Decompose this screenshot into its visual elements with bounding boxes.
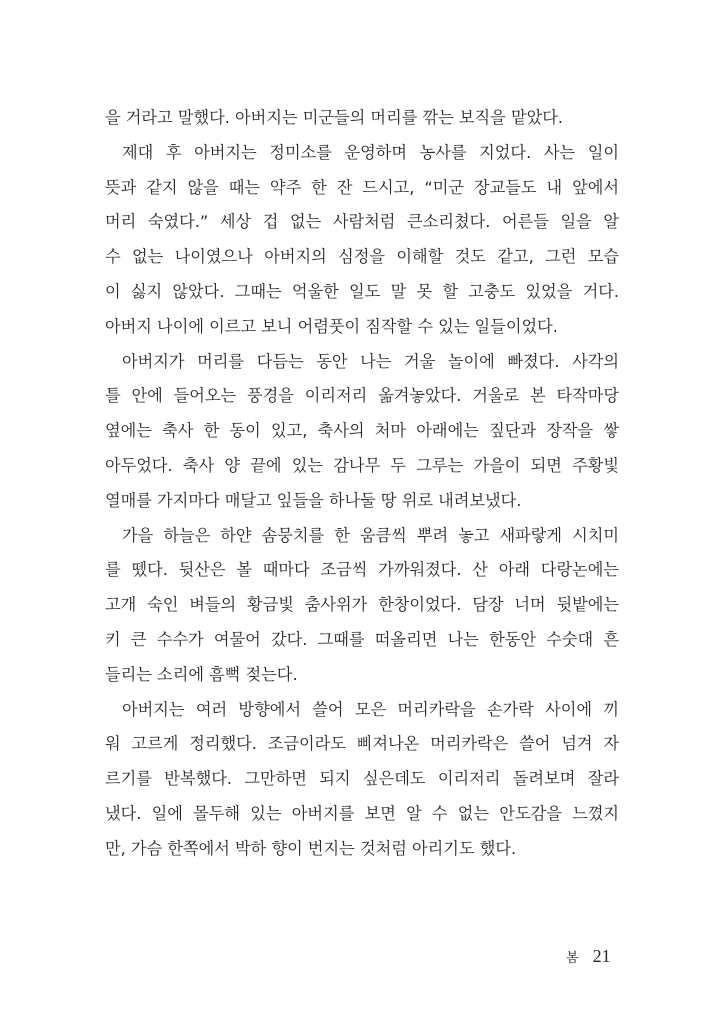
- text-line: 틀 안에 들어오는 풍경을 이리저리 옮겨놓았다. 거울로 본 타작마당: [105, 386, 619, 406]
- text-line: 을 거라고 말했다. 아버지는 미군들의 머리를 깎는 보직을 맡았다.: [105, 108, 564, 127]
- text-line: 열매를 가지마다 매달고 잎들을 하나둘 땅 위로 내려보냈다.: [105, 490, 522, 510]
- body-text: [105, 101, 619, 867]
- text-line: 를 뗐다. 뒷산은 볼 때마다 조금씩 가까워졌다. 산 아래 다랑논에는: [105, 560, 619, 580]
- page-footer: [566, 946, 611, 967]
- text-line: 이 싫지 않았다. 그때는 억울한 일도 말 못 할 고충도 있었을 거다.: [105, 281, 619, 301]
- text-line: 만, 가슴 한쪽에서 박하 향이 번지는 것처럼 아리기도 했다.: [105, 838, 517, 858]
- text-line: 머리 숙였다.” 세상 겁 없는 사람처럼 큰소리쳤다. 어른들 일을 알: [105, 212, 619, 232]
- running-head: 봄: [566, 951, 579, 966]
- page-number: 21: [592, 946, 611, 966]
- text-line: 옆에는 축사 한 동이 있고, 축사의 처마 아래에는 짚단과 장작을 쌓: [105, 421, 619, 441]
- text-line: 고개 숙인 벼들의 황금빛 춤사위가 한창이었다. 담장 너머 뒷밭에는: [105, 595, 619, 615]
- text-line: 아버지 나이에 이르고 보니 어렴풋이 짐작할 수 있는 일들이었다.: [105, 316, 558, 336]
- text-line: 아버지가 머리를 다듬는 동안 나는 거울 놀이에 빠졌다. 사각의: [122, 351, 619, 371]
- text-line: 냈다. 일에 몰두해 있는 아버지를 보면 알 수 없는 안도감을 느꼈지: [105, 803, 619, 823]
- text-line: 제대 후 아버지는 정미소를 운영하며 농사를 지었다. 사는 일이: [122, 142, 619, 162]
- text-line: 가을 하늘은 하얀 솜뭉치를 한 움큼씩 뿌려 놓고 새파랗게 시치미: [122, 525, 619, 545]
- text-line: 워 고르게 정리했다. 조금이라도 삐져나온 머리카락은 쓸어 넘겨 자: [105, 734, 619, 754]
- text-line: 들리는 소리에 흠뻑 젖는다.: [105, 664, 298, 684]
- text-line: 수 없는 나이였으나 아버지의 심정을 이해할 것도 같고, 그런 모습: [105, 247, 619, 267]
- text-line: 키 큰 수수가 여물어 갔다. 그때를 떠올리면 나는 한동안 수숫대 흔: [105, 629, 619, 649]
- text-line: 아두었다. 축사 양 끝에 있는 감나무 두 그루는 가을이 되면 주황빛: [105, 455, 619, 475]
- text-line: 뜻과 같지 않을 때는 약주 한 잔 드시고, “미군 장교들도 내 앞에서: [105, 177, 619, 197]
- text-line: 르기를 반복했다. 그만하면 되지 싶은데도 이리저리 돌려보며 잘라: [105, 769, 619, 789]
- text-line: 아버지는 여러 방향에서 쓸어 모은 머리카락을 손가락 사이에 끼: [122, 699, 619, 719]
